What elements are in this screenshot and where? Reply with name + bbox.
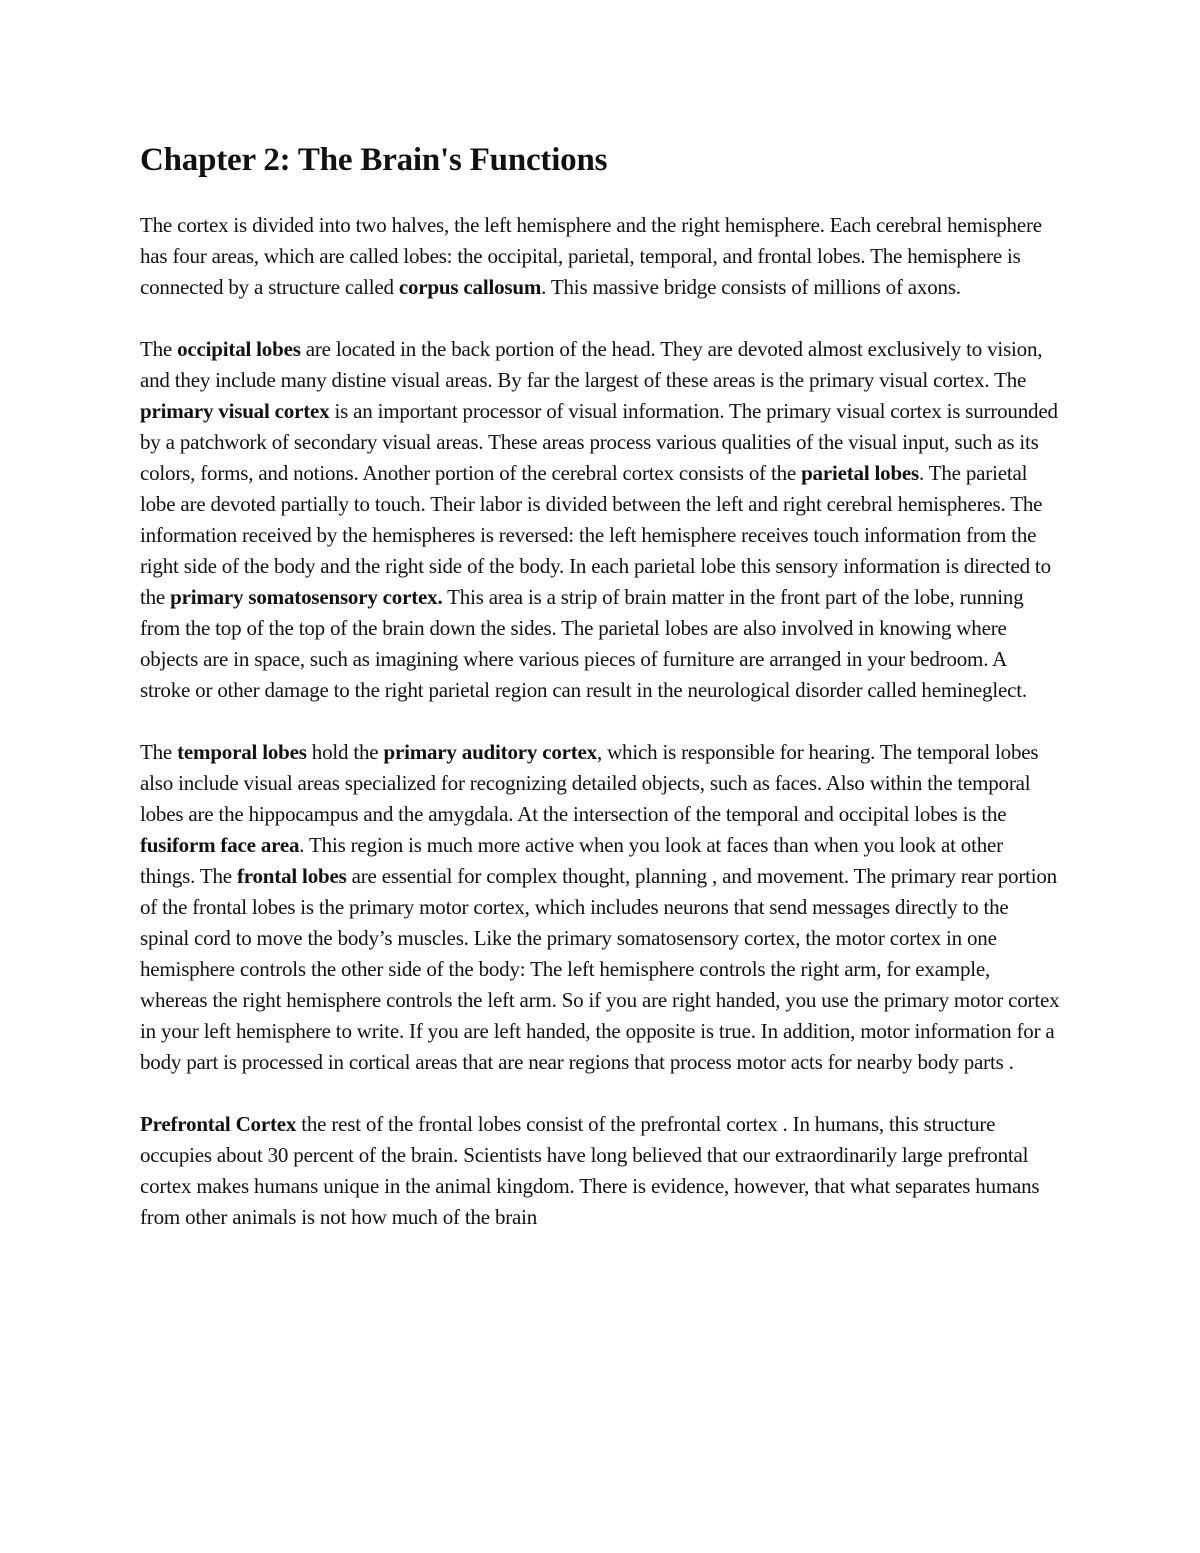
text-run: are located in the back portion of the head. They are devoted almost exclusively to vision, and they include many distine visual areas. By far the largest of these areas is the primary visual cortex. The: [140, 337, 1043, 392]
text-run: hold the: [306, 740, 384, 764]
term-parietal-lobes: parietal lobes: [801, 461, 920, 485]
term-corpus-callosum: corpus callosum: [398, 275, 542, 299]
term-primary-auditory-cortex: primary auditory cortex: [383, 740, 597, 764]
paragraph-temporal-frontal: [140, 737, 1060, 1078]
term-primary-somatosensory-cortex: primary somatosensory cortex.: [170, 585, 443, 609]
text-run: the rest of the frontal lobes consist of the prefrontal cortex . In humans, this structure occupies about 30 percent of the brain. Scientists have long believed that our extraordinarily large prefrontal cortex makes humans unique in the animal kingdom. There is evidence, however, that what separates humans from other animals is not how much of the brain: [140, 1112, 1040, 1229]
term-prefrontal-cortex: Prefrontal Cortex: [140, 1112, 297, 1136]
chapter-title: Chapter 2: The Brain's Functions: [140, 142, 608, 178]
paragraph-cortex-halves: [140, 210, 1060, 303]
text-run: . This region is much more active when you look at faces than when you look at other things. The: [140, 833, 1003, 888]
term-frontal-lobes: frontal lobes: [236, 864, 347, 888]
text-run: The cortex is divided into two halves, the left hemisphere and the right hemisphere. Each cerebral hemisphere has four areas, which are called lobes: the occipital, parietal, temporal, and frontal lobes. The hemisphere is connected by a structure called: [140, 213, 1042, 299]
text-run: . The parietal lobe are devoted partially to touch. Their labor is divided between the left and right cerebral hemispheres. The information received by the hemispheres is reversed: the left hemisphere receives touch information from the right side of the body and the right side of the body. In each parietal lobe this sensory information is directed to the: [140, 461, 1051, 609]
term-primary-visual-cortex: primary visual cortex: [140, 399, 330, 423]
text-run: . This massive bridge consists of millions of axons.: [541, 275, 961, 299]
paragraph-occipital-parietal: [140, 334, 1060, 706]
term-fusiform-face-area: fusiform face area: [140, 833, 300, 857]
text-run: is an important processor of visual information. The primary visual cortex is surrounded by a patchwork of secondary visual areas. These areas process various qualities of the visual input, such as its colors, forms, and notions. Another portion of the cerebral cortex consists of the: [140, 399, 1058, 485]
text-run: , which is responsible for hearing. The temporal lobes also include visual areas specialized for recognizing detailed objects, such as faces. Also within the temporal lobes are the hippocampus and the amygdala. At the intersection of the temporal and occipital lobes is the: [140, 740, 1039, 826]
term-occipital-lobes: occipital lobes: [177, 337, 301, 361]
text-run: The: [140, 740, 178, 764]
document-page: [140, 140, 1060, 1264]
term-temporal-lobes: temporal lobes: [177, 740, 307, 764]
text-run: The: [140, 337, 178, 361]
text-run: This area is a strip of brain matter in the front part of the lobe, running from the top of the top of the brain down the sides. The parietal lobes are also involved in knowing where objects are in space, such as imagining where various pieces of furniture are arranged in your bedroom. A stroke or other damage to the right parietal region can result in the neurological disorder called hemineglect.: [140, 585, 1027, 702]
text-run: are essential for complex thought, planning , and movement. The primary rear portion of the frontal lobes is the primary motor cortex, which includes neurons that send messages directly to the spinal cord to move the body’s muscles. Like the primary somatosensory cortex, the motor cortex in one hemisphere controls the other side of the body: The left hemisphere controls the right arm, for example, whereas the right hemisphere controls the left arm. So if you are right handed, you use the primary motor cortex in your left hemisphere to write. If you are left handed, the opposite is true. In addition, motor information for a body part is processed in cortical areas that are near regions that process motor acts for nearby body parts .: [140, 864, 1060, 1074]
paragraph-prefrontal-cortex: [140, 1109, 1060, 1233]
